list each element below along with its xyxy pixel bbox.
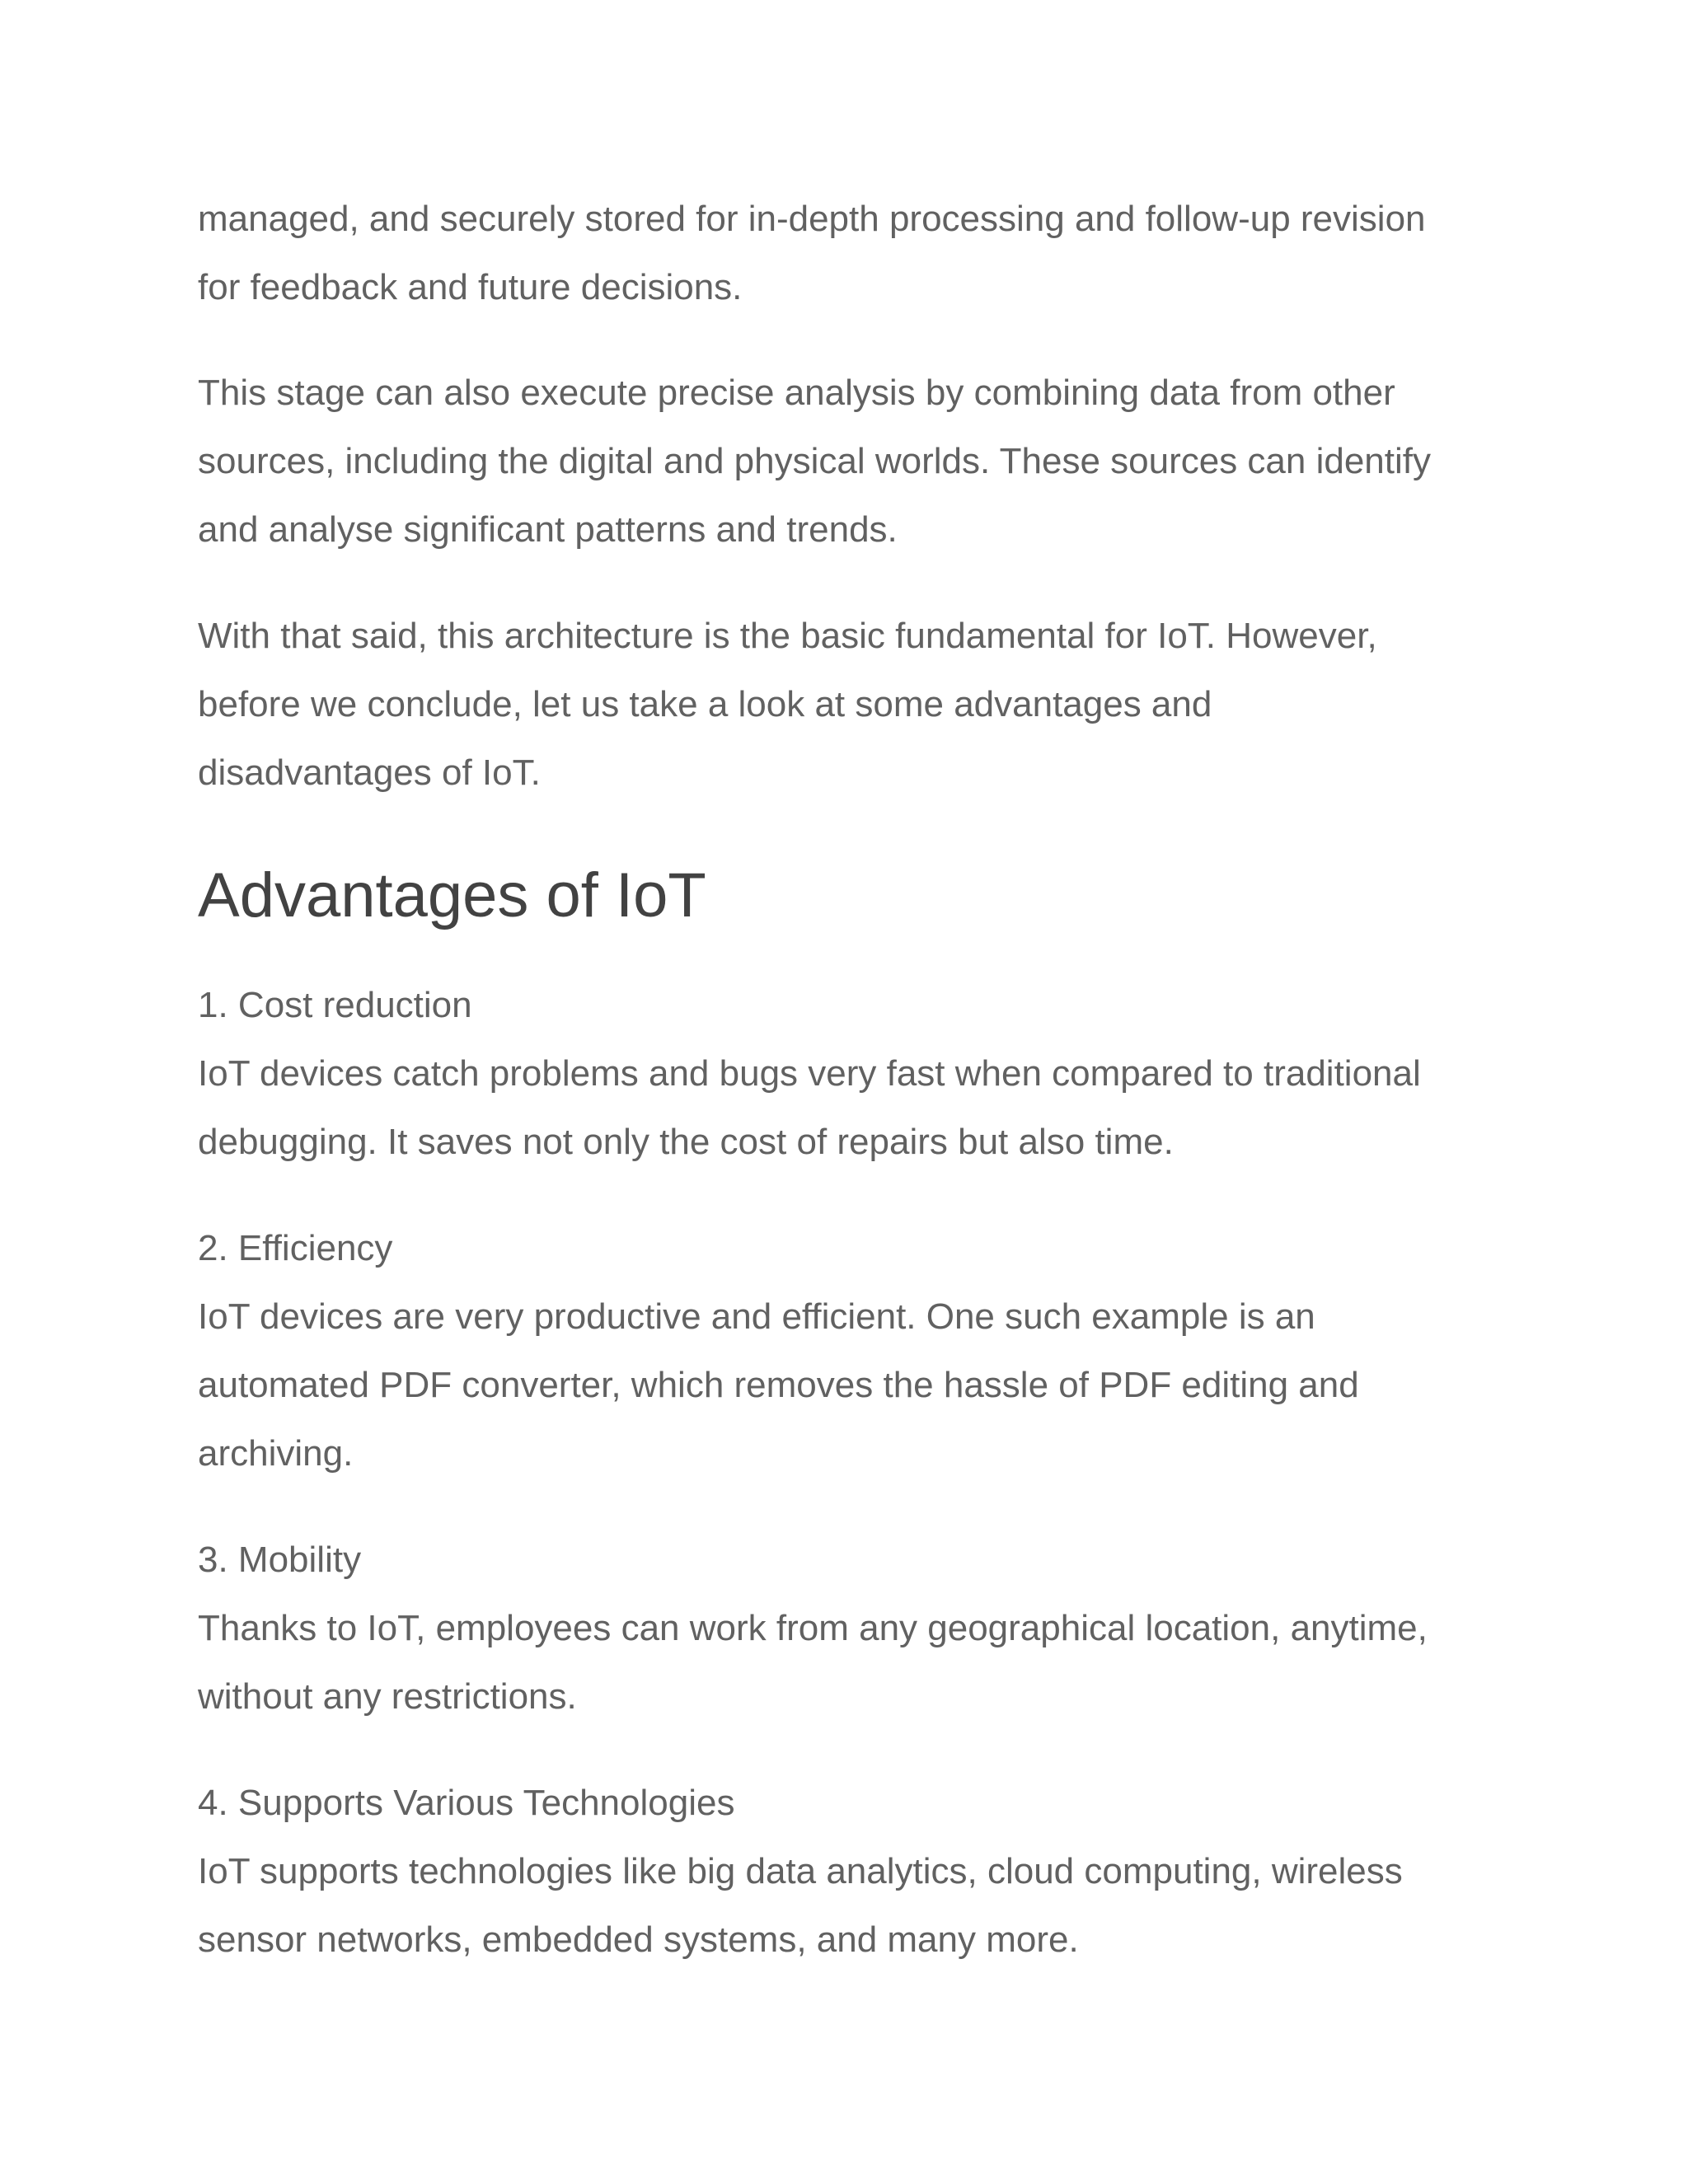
text-line: With that said, this architecture is the basic fundamental for IoT. However, — [198, 616, 1377, 656]
advantage-title: 3. Mobility — [198, 1540, 362, 1580]
advantage-title: 4. Supports Various Technologies — [198, 1783, 735, 1823]
text-line: archiving. — [198, 1433, 354, 1474]
text-line: managed, and securely stored for in-depth processing and follow-up revision — [198, 199, 1426, 239]
paragraph-storage — [198, 185, 1426, 321]
text-line: IoT supports technologies like big data analytics, cloud computing, wireless — [198, 1851, 1403, 1891]
advantage-item-cost-reduction — [198, 971, 1421, 1176]
advantage-item-mobility — [198, 1526, 1428, 1731]
paragraph-analysis — [198, 359, 1431, 564]
advantage-item-technologies — [198, 1769, 1403, 1974]
text-line: debugging. It saves not only the cost of repairs but also time. — [198, 1122, 1174, 1162]
text-line: IoT devices catch problems and bugs very fast when compared to traditional — [198, 1053, 1421, 1094]
text-line: and analyse significant patterns and trends. — [198, 509, 898, 550]
paragraph-conclusion — [198, 602, 1377, 807]
text-line: Thanks to IoT, employees can work from any geographical location, anytime, — [198, 1608, 1428, 1648]
text-line: IoT devices are very productive and efficient. One such example is an — [198, 1296, 1315, 1337]
text-line: before we conclude, let us take a look at some advantages and — [198, 684, 1212, 724]
advantage-title: 2. Efficiency — [198, 1228, 393, 1268]
section-heading: Advantages of IoT — [198, 860, 706, 930]
text-line: sensor networks, embedded systems, and many more. — [198, 1919, 1079, 1960]
text-line: automated PDF converter, which removes the hassle of PDF editing and — [198, 1365, 1359, 1405]
advantage-title: 1. Cost reduction — [198, 985, 472, 1025]
text-line: for feedback and future decisions. — [198, 267, 743, 307]
advantage-item-efficiency — [198, 1214, 1359, 1488]
text-line: This stage can also execute precise analysis by combining data from other — [198, 373, 1395, 413]
text-line: without any restrictions. — [198, 1676, 577, 1717]
text-line: disadvantages of IoT. — [198, 752, 541, 793]
text-line: sources, including the digital and physical worlds. These sources can identify — [198, 441, 1431, 481]
